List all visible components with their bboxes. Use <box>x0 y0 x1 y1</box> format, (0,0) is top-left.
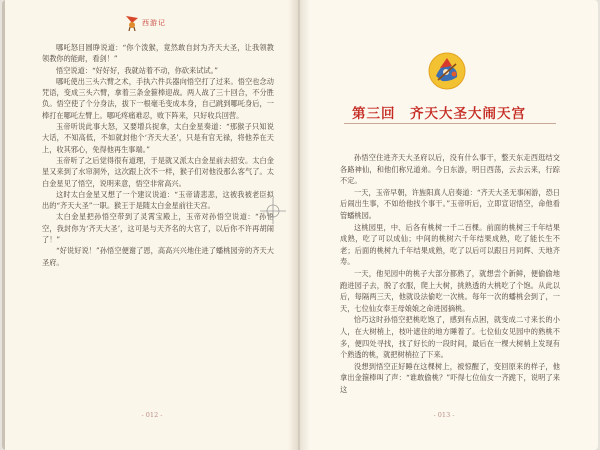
right-page-number: - 013 - <box>433 411 455 419</box>
paragraph: 哪吒使出三头六臂之术，手执六件兵器向悟空打了过来。悟空也念动咒语，变成三头六臂，拿着三条金箍棒迎战。两人战了三十回合，不分胜负。悟空使了个分身法，拔下一根毫毛变成本身，自己跳到哪吒身后，一棒打在哪吒左臂上。哪吒疼痛难忍，败下阵来，只好收兵回营。 <box>42 76 274 120</box>
chapter-title: 第三回 齐天大圣大闹天宫 <box>352 106 526 122</box>
chapter-emblem-icon <box>428 52 466 90</box>
paragraph: 悟空说道：“好好好，我就站着不动，你砍来试试。” <box>56 65 218 75</box>
paragraph: 玉帝听了之后觉得很有道理，于是就又派太白金星前去招安。太白金星又来到了水帘洞外，这次跟上次不一样，猴子们对他没那么客气了。太白金星见了悟空，说明来意，悟空非常高兴。 <box>42 155 274 188</box>
paragraph: 一天，玉帝早朝，许旌阳真人启奏道：“齐天大圣无事闲游，恐日后闹出生事，不如给他找个事干。”玉帝听后，立即宣诏悟空，命他看管蟠桃园。 <box>340 187 560 220</box>
paragraph: 哪吒怒目圆睁说道：“你个泼猴，竟然敢自封为齐天大圣，让我领教领教你的能耐，看剑！” <box>42 43 274 64</box>
paragraph: 恰巧这时孙悟空把桃吃饱了，感到有点困，就变成二寸来长的小人，在大树梢上，枝叶遮住的地方睡着了。七位仙女见园中的熟桃不多，便四处寻找，找了好长的一段时间，最后在一棵大树梢上发现有个熟透的桃，就把树梢拉了下来。 <box>340 315 560 360</box>
running-head-title: 西游记 <box>142 19 166 27</box>
left-page <box>2 0 299 450</box>
paragraph: “好说好说！”孙悟空便谢了恩，高高兴兴地住进了蟠桃园旁的齐天大圣府。 <box>42 246 274 267</box>
chapter-divider <box>344 123 556 124</box>
left-page-number: - 012 - <box>141 411 163 419</box>
paragraph: 太白金星把孙悟空带到了灵霄宝殿上，玉帝对孙悟空说道：“孙悟空，我封你为‘齐天大圣’，这可是与天齐名的大官了，以后你不许再胡闹了！” <box>42 212 274 245</box>
right-body-text <box>340 152 560 395</box>
running-header <box>120 14 180 34</box>
left-body-text <box>42 42 274 268</box>
paragraph: 一天，他见园中的桃子大部分都熟了，就想尝个新鲜，便偷偷地跑进园子去，脱了衣服，爬上大树，挑熟透的大桃吃了个饱。从此以后，每隔两三天，他就设法偷吃一次桃。每年一次的蟠桃会到了，一天，七位仙女奉王母娘娘之命进园摘桃。 <box>340 268 560 313</box>
page-edge <box>2 0 5 450</box>
paragraph: 玉帝听说此事大怒，又要增兵捉拿，太白金星奏道：“那猴子只知说大话，不知高低，不如就封他个‘齐天大圣’，只是有官无禄，将他养在天上，收其邪心，免得他再生事端。” <box>42 122 274 154</box>
monkey-king-icon <box>124 14 140 32</box>
paragraph: 这桃园里，中、后各有桃树一千二百棵。前面的桃树三千年结果成熟，吃了可以成仙；中间的桃树六千年结果成熟，吃了能长生不老；后面的桃树九千年结果成熟，吃了以后可以跟日月同辉、天地齐寿。 <box>340 222 560 267</box>
paragraph: 孙悟空住进齐天大圣府以后，没有什么事干，整天东走西逛结交各路神仙，和他们称兄道弟。今日东游，明日西荡，云去云来，行踪不定。 <box>340 153 560 186</box>
paragraph: 这时太白金星又想了一个建议说道：“玉帝请悲悲，这被我被老臣拟出的“齐天大圣”一职。猴王于是随太白金星前往天宫。 <box>42 189 274 211</box>
paragraph: 没想到悟空正好睡在这棵树上，被惊醒了，变回原来的样子，他拿出金箍棒叫了声：“谁敢偷桃？”吓得七位仙女一齐跪下，说明了来这 <box>340 361 560 394</box>
